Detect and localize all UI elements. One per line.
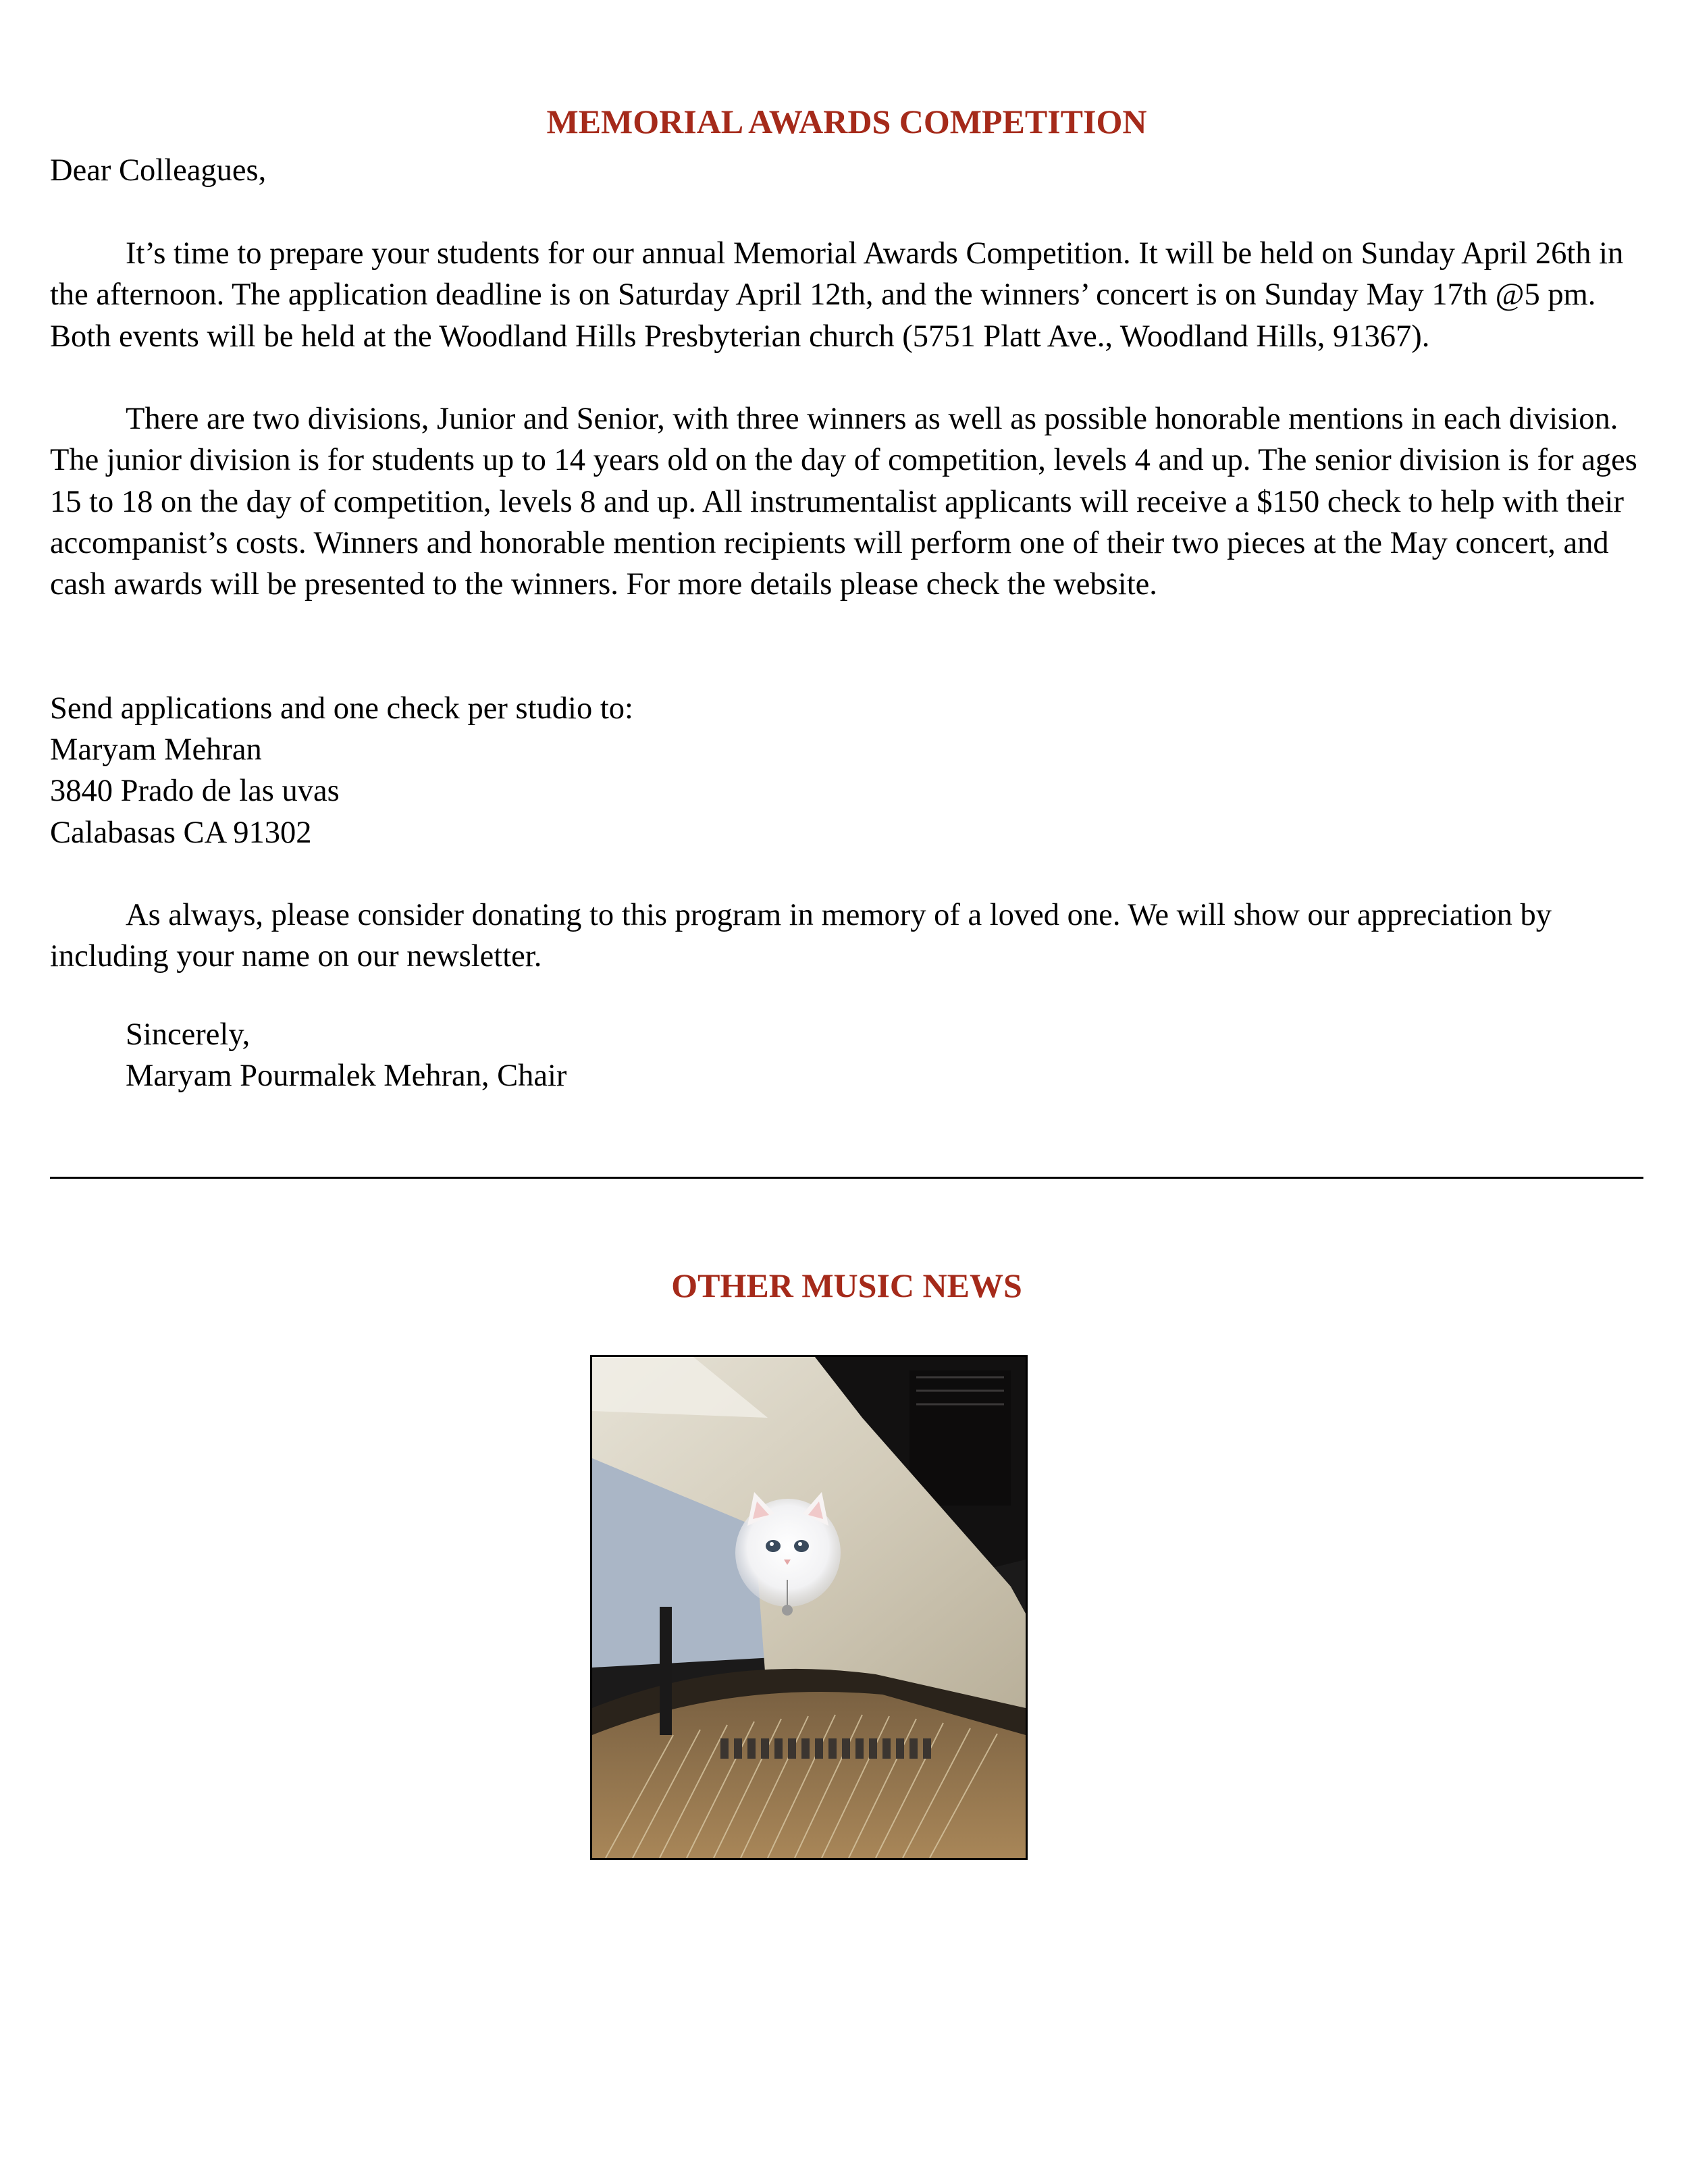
greeting: Dear Colleagues,	[50, 153, 267, 188]
paragraph-donation: As always, please consider donating to this program in memory of a loved one. We will show our appreciation by including your name on our newsletter.	[50, 898, 1552, 974]
other-music-news-title: OTHER MUSIC NEWS	[671, 1267, 1022, 1304]
signature-block	[126, 1014, 566, 1097]
memorial-awards-title: MEMORIAL AWARDS COMPETITION	[546, 103, 1147, 140]
signature-name: Maryam Pourmalek Mehran, Chair	[126, 1059, 567, 1094]
section-divider	[50, 1177, 1643, 1179]
send-applications-label: Send applications and one check per studio to:	[50, 691, 633, 726]
paragraph-divisions: There are two divisions, Junior and Senior, with three winners as well as possible honorable mentions in each division. The junior division is for students up to 14 years old on the day of competition, levels 4 and up. The senior division is for ages 15 to 18 on the day of competition, levels 8 and up. All instrumentalist applicants will receive a $150 check to help with their accompanist’s costs. Winners and honorable mention recipients will perform one of their two pieces at the May concert, and cash awards will be presented to the winners. For more details please check the website.	[50, 402, 1637, 602]
address-city: Calabasas CA 91302	[50, 816, 312, 850]
paragraph-dates: It’s time to prepare your students for our annual Memorial Awards Competition. It will be held on Sunday April 26th in the afternoon. The application deadline is on Saturday April 12th, and the winners’ concert is on Sunday May 17th @5 pm. Both events will be held at the Woodland Hills Presbyterian church (5751 Platt Ave., Woodland Hills, 91367).	[50, 236, 1624, 354]
address-name: Maryam Mehran	[50, 733, 262, 767]
kitten-piano-photo	[590, 1355, 1028, 1860]
closing: Sincerely,	[126, 1017, 250, 1052]
address-street: 3840 Prado de las uvas	[50, 774, 340, 808]
